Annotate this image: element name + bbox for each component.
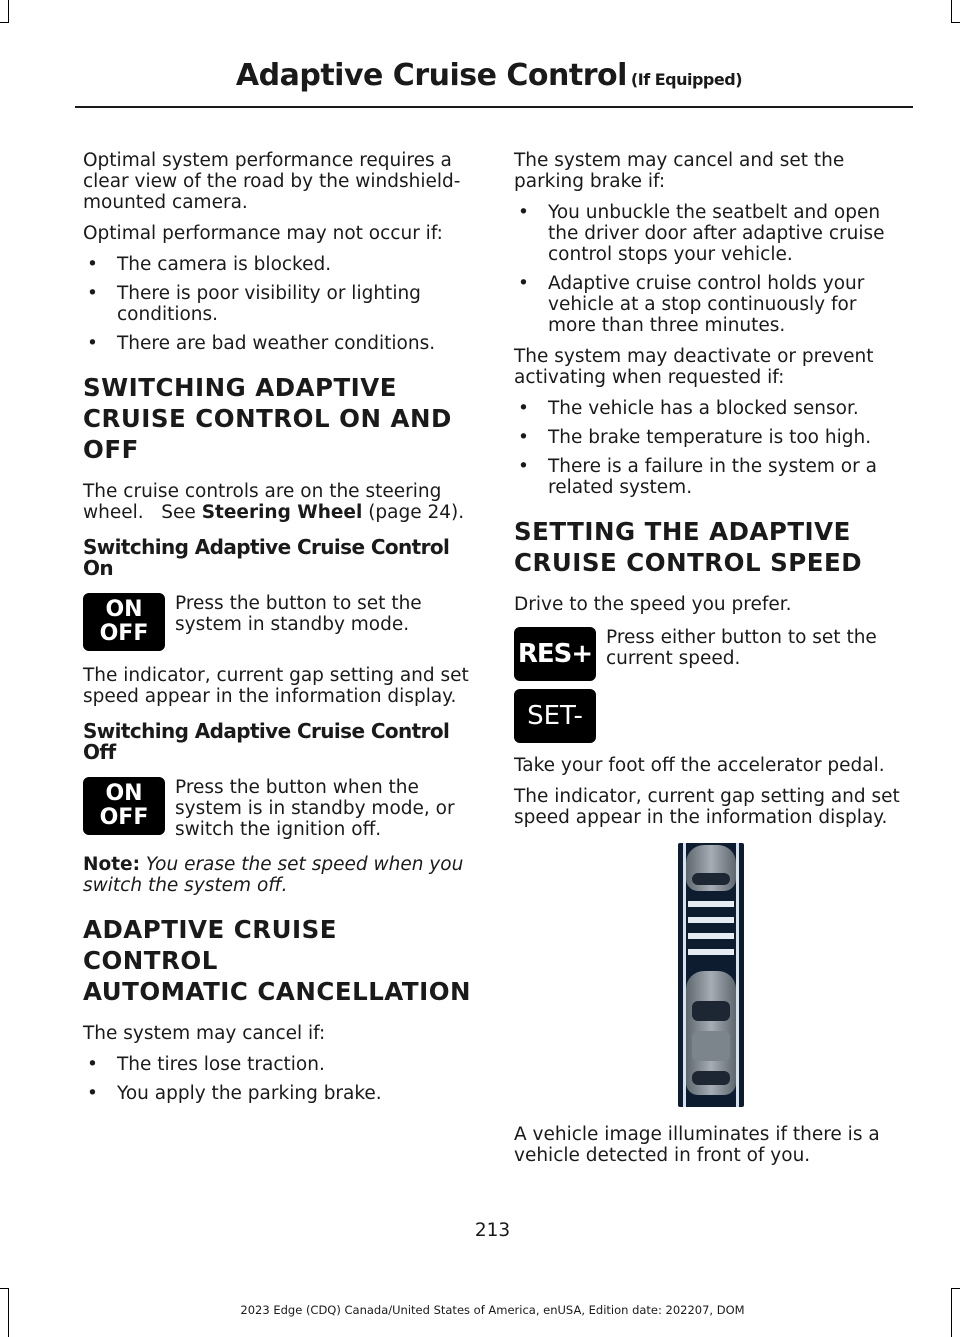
section-heading (514, 516, 904, 578)
paragraph: The system may deactivate or prevent activating when requested if: (514, 346, 874, 388)
heading-line: CRUISE CONTROL SPEED (514, 548, 863, 577)
icon-label: ON (105, 597, 143, 622)
paragraph (83, 481, 473, 523)
instruction-row (83, 777, 473, 840)
list-item: • You apply the parking brake. (83, 1083, 473, 1104)
heading-line: SWITCHING ADAPTIVE (83, 373, 397, 402)
set-minus-button-icon: SET- (514, 689, 596, 743)
list-item: • The vehicle has a blocked sensor. (514, 398, 904, 419)
subsection-heading: Switching Adaptive Cruise Control On (83, 535, 450, 580)
bullet-list (514, 202, 904, 336)
list-item: • The brake temperature is too high. (514, 427, 904, 448)
list-item: • There is poor visibility or lighting conditions. (83, 283, 473, 325)
instruction-text: Press the button when the system is in standby mode, or switch the ignition off. (175, 777, 455, 840)
res-plus-button-icon: RES+ (514, 627, 596, 681)
gap-bar (688, 917, 734, 923)
cross-reference-link[interactable]: Steering Wheel (201, 502, 363, 523)
paragraph: Drive to the speed you prefer. (514, 594, 792, 615)
instruction-text: Press either button to set the current speed. (606, 627, 877, 669)
bullet-list (514, 398, 904, 498)
crop-mark (951, 0, 952, 22)
section-heading (83, 914, 473, 1007)
header-divider (75, 106, 913, 108)
page-header (236, 58, 742, 93)
vehicle-detected-display-icon (678, 843, 744, 1107)
note (83, 854, 473, 896)
bullet-list (83, 254, 473, 354)
paragraph: The indicator, current gap setting and set speed appear in the information display. (83, 665, 469, 707)
heading-line: AUTOMATIC CANCELLATION (83, 977, 472, 1006)
bullet-list (83, 1054, 473, 1104)
paragraph: The system may cancel and set the parking brake if: (514, 150, 845, 192)
page-reference: (page 24). (368, 502, 465, 523)
crop-mark (951, 1288, 960, 1289)
see-text: See (161, 502, 196, 523)
header-qualifier: (If Equipped) (630, 70, 742, 89)
paragraph: Optimal system performance requires a clear view of the road by the windshield-mounted camera. (83, 150, 461, 213)
note-text: You erase the set speed when you switch the system off. (83, 854, 464, 896)
icon-label: OFF (99, 621, 149, 646)
header-title: Adaptive Cruise Control (235, 58, 627, 93)
own-vehicle-icon (686, 971, 736, 1095)
note-label: Note: (83, 854, 140, 875)
left-column (83, 150, 473, 1114)
list-item: • There is a failure in the system or a related system. (514, 456, 904, 498)
subsection-heading: Switching Adaptive Cruise Control Off (83, 719, 450, 764)
list-item: • Adaptive cruise control holds your vehicle at a stop continuously for more than three minutes. (514, 273, 904, 336)
list-item: • There are bad weather conditions. (83, 333, 473, 354)
gap-bar (688, 949, 734, 955)
crop-mark (951, 22, 960, 23)
heading-line: ADAPTIVE CRUISE CONTROL (83, 915, 338, 975)
paragraph: The indicator, current gap setting and set speed appear in the information display. (514, 786, 900, 828)
right-column (514, 150, 904, 838)
crop-mark (0, 22, 9, 23)
paragraph: The system may cancel if: (83, 1023, 326, 1044)
section-heading (83, 372, 473, 465)
paragraph: Take your foot off the accelerator pedal. (514, 755, 885, 776)
controls-text: The cruise controls are on the steering wheel. (83, 481, 442, 523)
list-item: • The tires lose traction. (83, 1054, 473, 1075)
crop-mark (8, 0, 9, 22)
icon-label: ON (105, 781, 143, 806)
on-off-button-icon (83, 593, 165, 651)
button-icon-group (514, 627, 596, 743)
page-footer: 2023 Edge (CDQ) Canada/United States of America, enUSA, Edition date: 202207, DOM (240, 1303, 745, 1317)
paragraph: A vehicle image illuminates if there is a vehicle detected in front of you. (514, 1124, 880, 1166)
icon-label: OFF (99, 805, 149, 830)
paragraph: Optimal performance may not occur if: (83, 223, 443, 244)
lane-line (736, 843, 739, 1107)
heading-line: SETTING THE ADAPTIVE (514, 517, 851, 546)
crop-mark (0, 1288, 9, 1289)
instruction-row (514, 627, 904, 743)
list-item: • You unbuckle the seatbelt and open the driver door after adaptive cruise control stops your vehicle. (514, 202, 904, 265)
instruction-row (83, 593, 473, 651)
on-off-button-icon (83, 777, 165, 835)
gap-bar (688, 901, 734, 907)
heading-line: CRUISE CONTROL ON AND OFF (83, 404, 452, 464)
instruction-text: Press the button to set the system in standby mode. (175, 593, 422, 635)
lead-vehicle-icon (686, 845, 736, 891)
gap-bar (688, 933, 734, 939)
list-item: • The camera is blocked. (83, 254, 473, 275)
page-number: 213 (474, 1220, 511, 1241)
